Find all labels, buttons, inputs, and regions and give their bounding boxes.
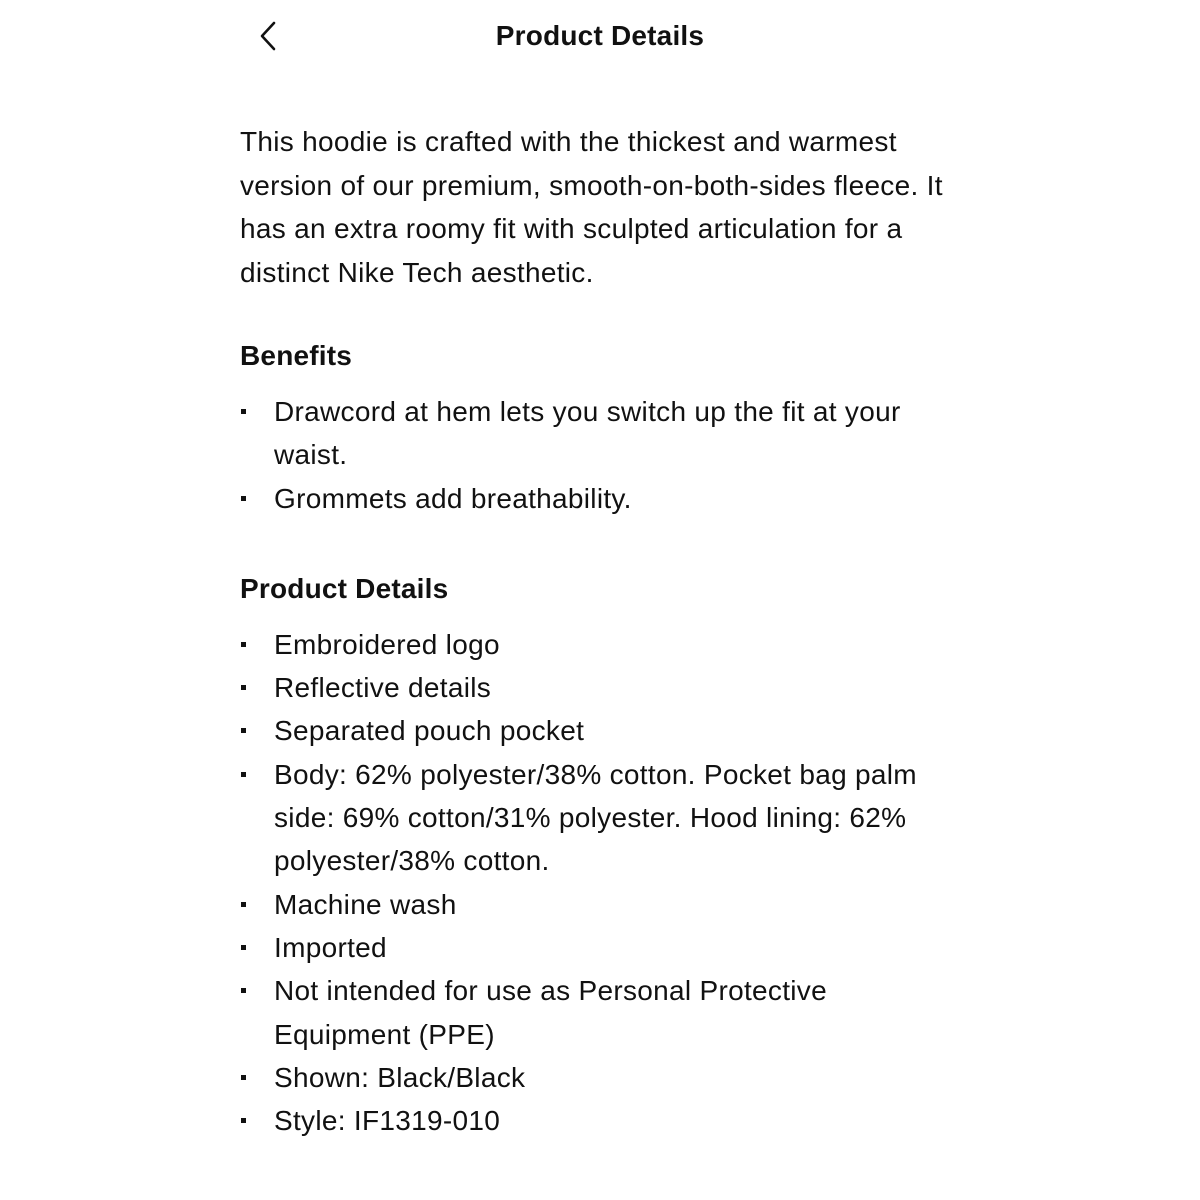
product-details-heading: Product Details — [240, 572, 449, 604]
bullet-marker — [241, 1118, 246, 1123]
list-item-text: Imported — [274, 931, 387, 963]
list-item — [240, 753, 960, 883]
bullet-marker — [241, 728, 246, 733]
bullet-marker — [241, 496, 246, 501]
list-item — [240, 969, 960, 1056]
product-details-content — [240, 120, 960, 1142]
page-title: Product Details — [495, 20, 705, 51]
product-description: This hoodie is crafted with the thickest and warmest version of our premium, smooth-on-both-sides fleece. It has an extra roomy fit with sculpted articulation for a distinct Nike Tech aesthetic. — [240, 126, 943, 288]
header-bar — [0, 0, 1200, 76]
list-item-text: Style: IF1319-010 — [274, 1105, 501, 1137]
bullet-marker — [241, 772, 246, 777]
list-item-text: Body: 62% polyester/38% cotton. Pocket bag palm side: 69% cotton/31% polyester. Hood lining: 62% polyester/38% cotton. — [274, 758, 917, 877]
bullet-marker — [241, 902, 246, 907]
list-item — [240, 1099, 960, 1142]
list-item — [240, 1056, 960, 1099]
bullet-marker — [241, 945, 246, 950]
list-item-text: Separated pouch pocket — [274, 715, 585, 747]
list-item-text: Embroidered logo — [274, 628, 500, 660]
list-item — [240, 709, 960, 752]
bullet-marker — [241, 988, 246, 993]
bullet-marker — [241, 409, 246, 414]
list-item — [240, 477, 960, 520]
list-item — [240, 926, 960, 969]
benefits-list — [240, 390, 960, 520]
bullet-marker — [241, 685, 246, 690]
product-details-list — [240, 623, 960, 1143]
benefits-heading: Benefits — [240, 340, 353, 371]
list-item-text: Not intended for use as Personal Protective Equipment (PPE) — [274, 975, 827, 1050]
list-item-text: Shown: Black/Black — [274, 1061, 526, 1093]
bullet-marker — [241, 642, 246, 647]
list-item-text: Grommets add breathability. — [274, 482, 632, 514]
list-item-text: Machine wash — [274, 888, 457, 920]
list-item — [240, 883, 960, 926]
list-item — [240, 390, 960, 477]
list-item-text: Reflective details — [274, 672, 492, 704]
list-item-text: Drawcord at hem lets you switch up the fit at your waist. — [274, 396, 901, 471]
bullet-marker — [241, 1075, 246, 1080]
list-item — [240, 623, 960, 666]
list-item — [240, 666, 960, 709]
